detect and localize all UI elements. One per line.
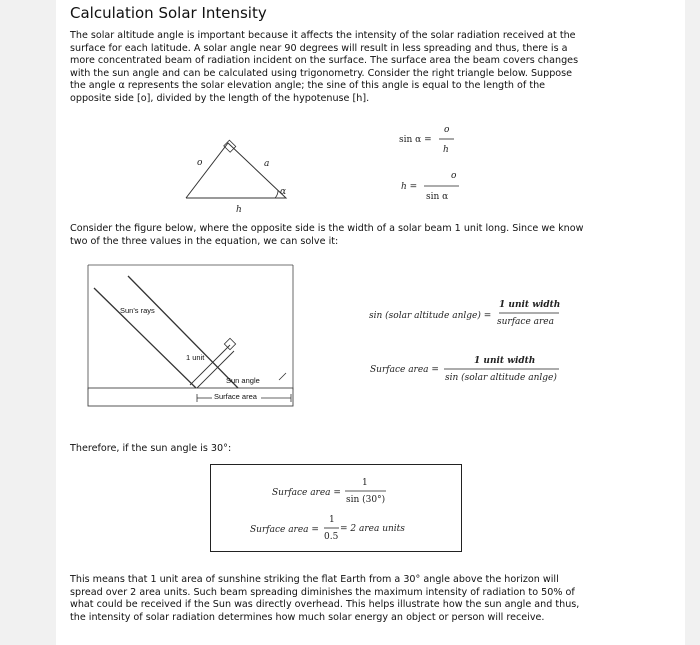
example-paragraph: Therefore, if the sun angle is 30°: (70, 443, 232, 454)
h-denominator: sin α (426, 192, 449, 202)
sin-angle-denominator: surface area (497, 317, 555, 327)
label-h: h (236, 205, 242, 215)
sin-angle-lhs: sin (solar altitude anlge) = (369, 311, 492, 321)
label-alpha: α (280, 187, 287, 197)
box-den-1: sin (30°) (346, 495, 386, 505)
triangle-diagram (186, 140, 286, 215)
intro-paragraph: The solar altitude angle is important because it affects the intensity of the solar radiation received at the surface for each latitude. A solar angle near 90 degrees will result in less spreading and thus, there is a more concentrated beam of radiation incident on the surface. The surface area the beam covers changes with the sun angle and can be calculated using trigonometry. Consider the right triangle below. Suppose the angle α represents the solar elevation angle; the sine of this angle is equal to the length of the opposite side [o], divided by the length of the hypotenuse [h]. (70, 30, 579, 104)
boxed-calculation (250, 478, 405, 542)
sine-numerator: o (444, 125, 450, 135)
label-o: o (197, 158, 203, 168)
sin-angle-numerator: 1 unit width (499, 300, 561, 310)
box-num-2: 1 (329, 515, 335, 525)
box-num-1: 1 (362, 478, 368, 488)
sine-lhs: sin α = (399, 135, 432, 145)
label-one-unit: 1 unit (186, 353, 205, 362)
document-page (56, 0, 685, 645)
surface-area-numerator: 1 unit width (474, 356, 536, 366)
label-sun-angle: Sun angle (226, 376, 260, 385)
sine-formulas (399, 125, 459, 202)
label-suns-rays: Sun's rays (120, 306, 155, 315)
sine-denominator: h (443, 145, 449, 155)
sun-rays-diagram (88, 265, 293, 406)
page-title: Calculation Solar Intensity (70, 4, 267, 22)
label-a: a (264, 159, 270, 169)
conclusion-paragraph: This means that 1 unit area of sunshine striking the flat Earth from a 30° angle above the horizon will spread over 2 area units. Such beam spreading diminishes the maximum intensity of radiation to 50% of what could be received if the Sun was directly overhead. This helps illustrate how the sun angle and thus, the intensity of solar radiation determines how much solar energy an object or person will receive. (70, 574, 580, 623)
h-lhs: h = (401, 182, 418, 192)
box-result: = 2 area units (340, 524, 405, 534)
h-numerator: o (451, 171, 457, 181)
box-den-2: 0.5 (324, 532, 339, 542)
surface-area-lhs: Surface area = (370, 365, 439, 375)
surface-area-denominator: sin (solar altitude anlge) (445, 373, 557, 383)
figure-paragraph: Consider the figure below, where the opposite side is the width of a solar beam 1 unit long. Since we know two of the three values in the equation, we can solve it: (70, 223, 584, 247)
box-lhs-2: Surface area = (250, 525, 319, 535)
surface-formulas (369, 300, 560, 383)
label-surface-area: Surface area (214, 392, 257, 401)
diagrams-layer (56, 0, 685, 645)
box-lhs-1: Surface area = (272, 488, 341, 498)
